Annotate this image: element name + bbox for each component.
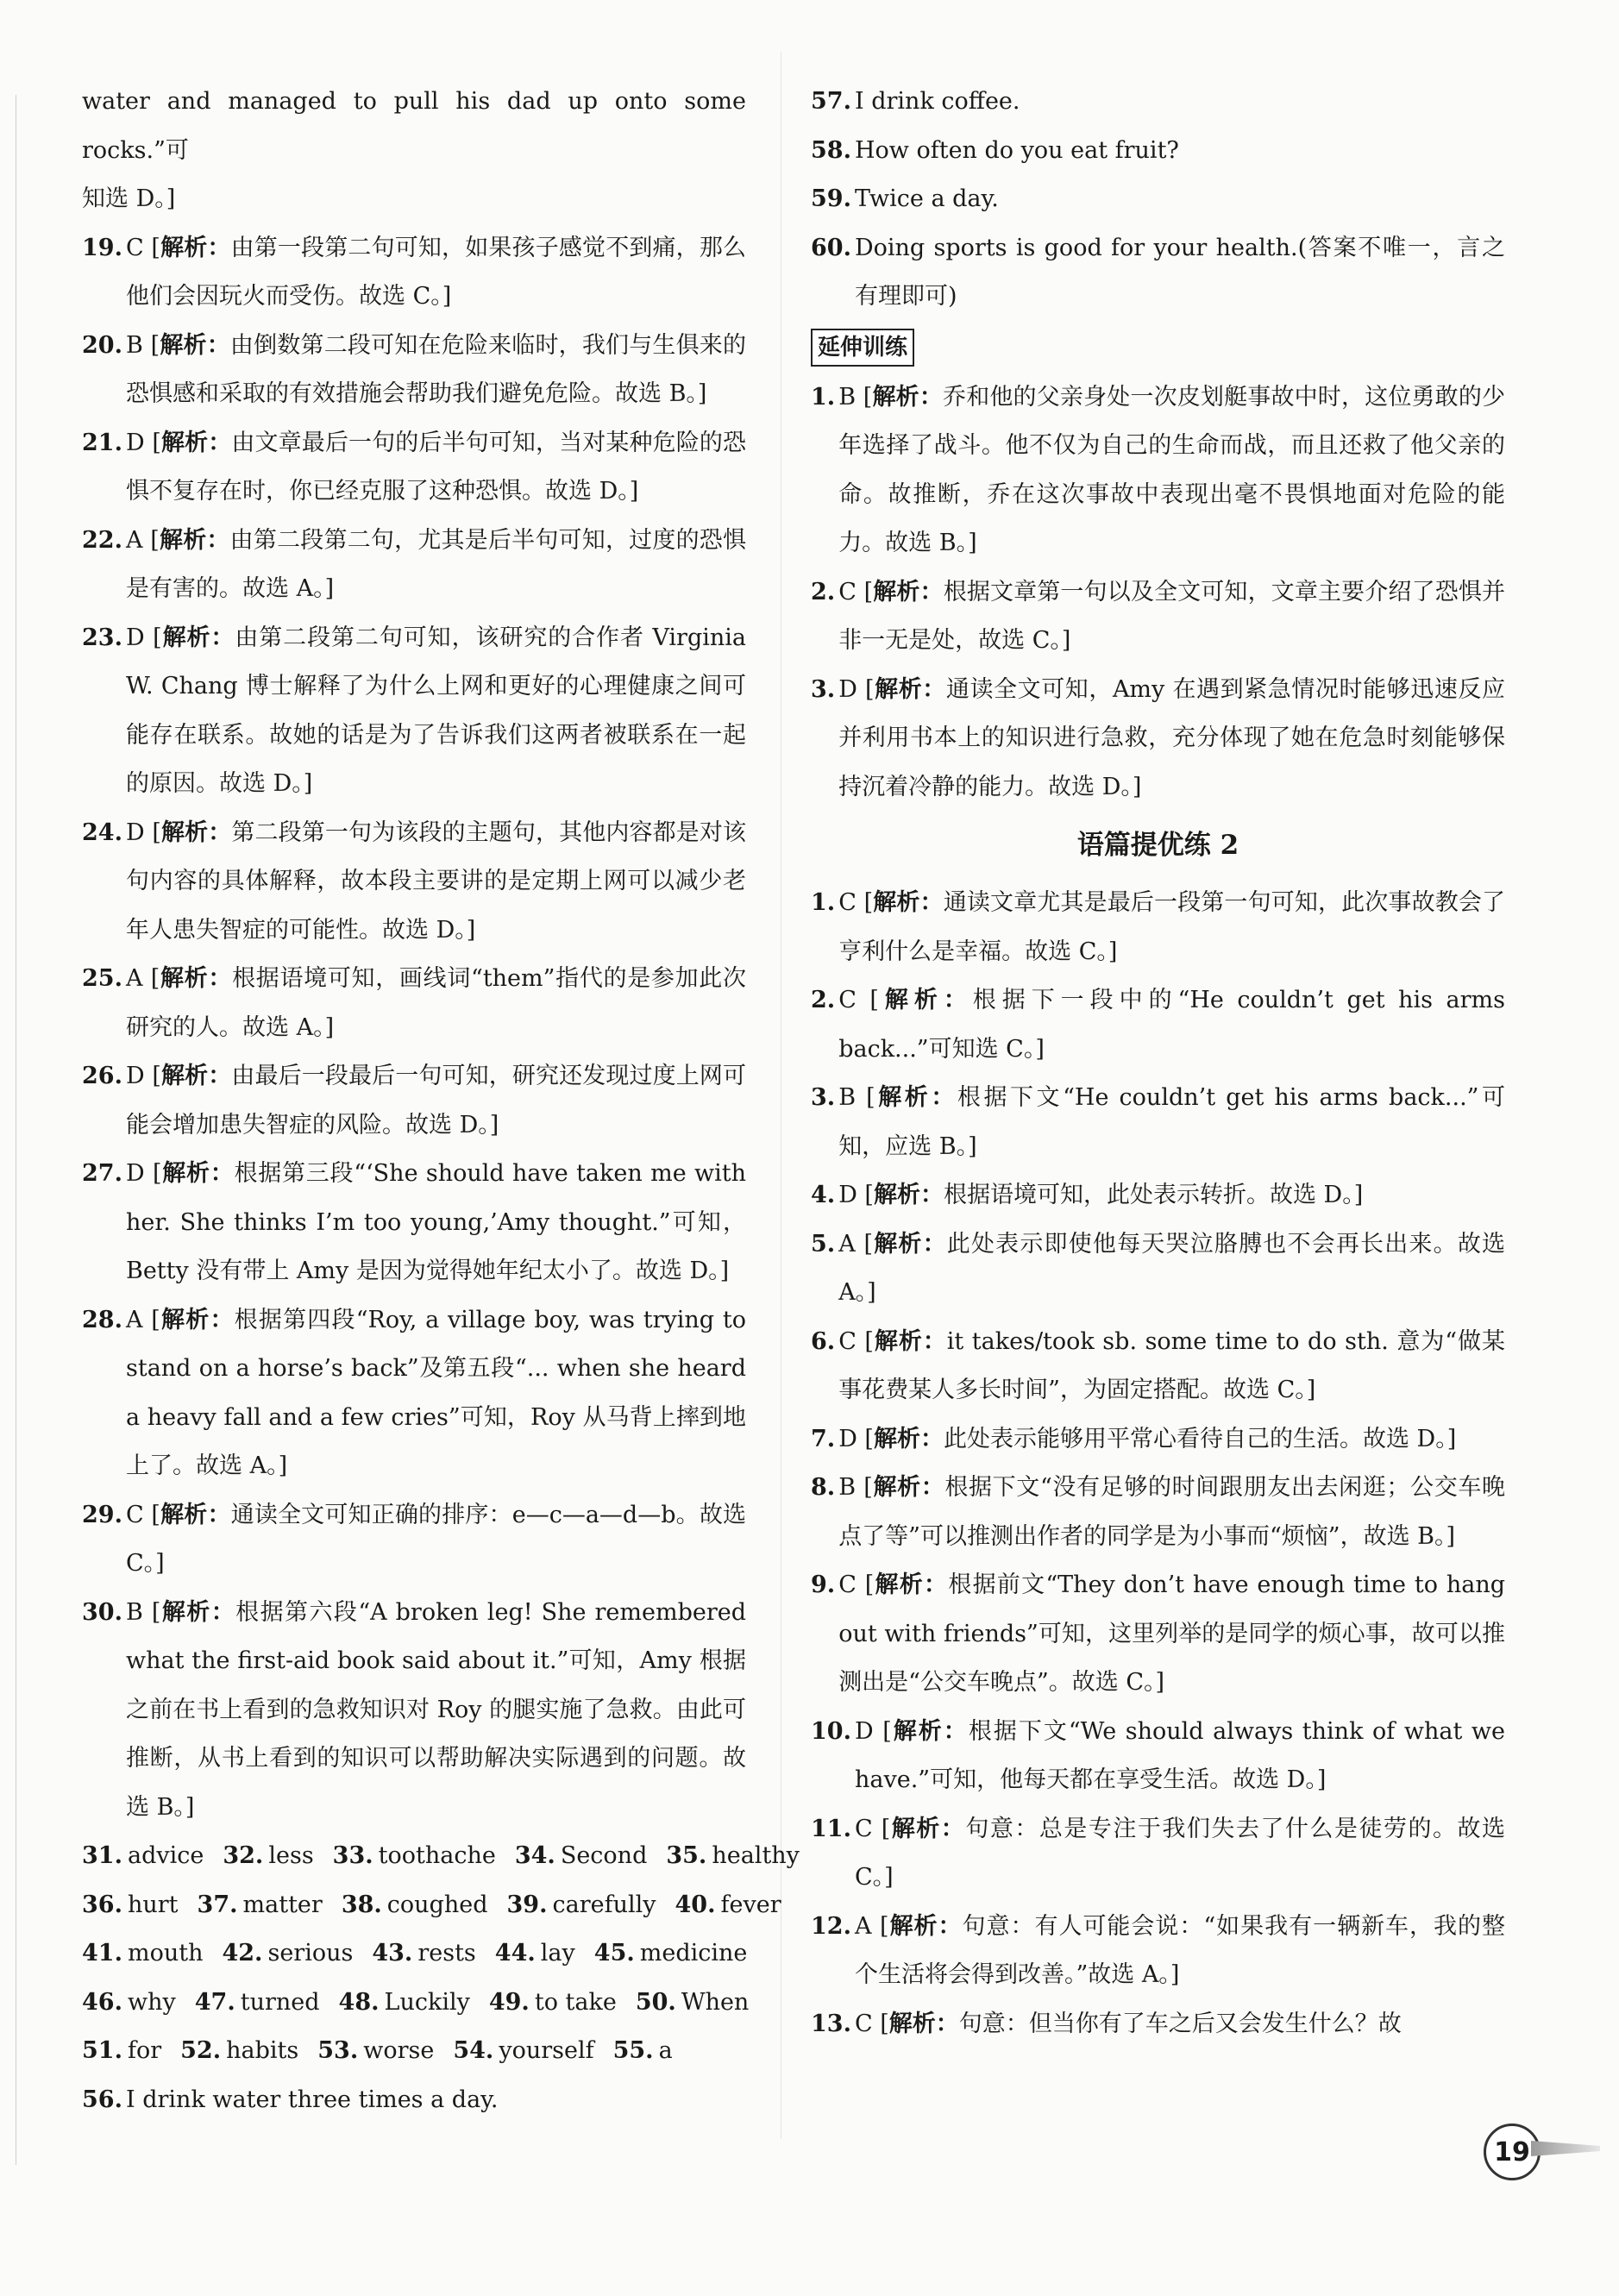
answer-word: a: [658, 2037, 673, 2064]
word-answer-row: [82, 2027, 746, 2076]
answer-choice: A: [838, 1230, 856, 1258]
word-answer: [594, 1929, 748, 1979]
answer-number: 11.: [811, 1815, 851, 1842]
analysis-label: 解析：: [160, 819, 232, 846]
word-answer: [675, 1881, 781, 1930]
answer-number: 28.: [82, 1306, 122, 1333]
answer-choice: C: [125, 1501, 144, 1528]
analysis-label: 解析：: [888, 1912, 963, 1940]
answer-text: C [解析：句意：总是专注于我们失去了什么是徒劳的。故选 C。]: [854, 1815, 1506, 1891]
answer-text: B [解析：根据第六段“A broken leg! She remembered what the first-aid book said about it.”可知，Amy 根据之前在书上看到的急救知识对 Roy 的腿实施了急救。由此可推断，从书上看到的知识可以帮助解决实际遇到的问题。故选 B。]: [125, 1598, 746, 1821]
answer-text: D [解析：由最后一段最后一句可知，研究还发现过度上网可能会增加患失智症的风险。故选 D。]: [125, 1063, 747, 1139]
answer-number: 31.: [82, 1842, 122, 1869]
answer-item: [811, 666, 1505, 812]
answer-word: turned: [240, 1988, 320, 2016]
analysis-text: 此处表示即使他每天哭泣胳膊也不会再长出来。故选 A。]: [838, 1230, 1506, 1306]
answer-item: [811, 1805, 1505, 1903]
answer-number: 30.: [82, 1598, 122, 1626]
answer-item: [811, 1561, 1505, 1708]
answer-number: 7.: [811, 1425, 836, 1452]
answer-choice: D: [125, 1063, 145, 1089]
answer-number: 44.: [494, 1940, 536, 1967]
word-answer-row: [82, 1929, 746, 1979]
answer-number: 38.: [341, 1891, 382, 1918]
answer-number: 49.: [488, 1988, 530, 2016]
answer-choice: A: [125, 1306, 143, 1333]
answer-number: 42.: [222, 1940, 263, 1967]
analysis-text: 根据下文“没有足够的时间跟朋友出去闲逛；公交车晚点了等”可以推测出作者的同学是为小事而“烦恼”，故选 B。]: [838, 1474, 1505, 1550]
section-title: 语篇提优练 2: [1076, 830, 1239, 861]
word-answer: [180, 2027, 298, 2076]
answer-text: B [解析：由倒数第二段可知在危险来临时，我们与生俱来的恐惧感和采取的有效措施会帮助我们避免危险。故选 B。]: [125, 331, 746, 407]
word-answer-row: [82, 1881, 781, 1930]
word-answer: [453, 2027, 593, 2076]
analysis-label: 解析：: [160, 234, 231, 261]
answer-word: less: [268, 1842, 314, 1869]
answer-word: medicine: [639, 1940, 748, 1967]
answer-number: 25.: [82, 965, 122, 992]
analysis-label: 解析：: [160, 429, 232, 456]
sentence-answer: [811, 127, 1505, 176]
answer-number: 47.: [194, 1988, 235, 2016]
analysis-text: 句意：总是专注于我们失去了什么是徒劳的。故选 C。]: [854, 1815, 1506, 1891]
answer-choice: C: [838, 578, 857, 605]
answer-choice: C: [838, 1571, 857, 1598]
word-answer: [223, 1832, 313, 1881]
answer-word: mouth: [127, 1940, 204, 1967]
answer-text: D [解析：通读全文可知，Amy 在遇到紧急情况时能够迅速反应并利用书本上的知识进行急救，充分体现了她在危急时刻能够保持沉着冷静的能力。故选 D。]: [838, 675, 1506, 800]
analysis-label: 解析：: [873, 1182, 944, 1208]
analysis-label: 解析：: [160, 965, 233, 992]
answer-choice: B: [838, 383, 857, 411]
answer-item: [82, 1296, 746, 1491]
analysis-text: 根据第三段“‘She should have taken me with her. She thinks I’m too young,’Amy thought.”可知，Betty 没有带上 Amy 是因为觉得她年纪太小了。故选 D。]: [125, 1160, 746, 1284]
answer-text: C [解析：根据下一段中的“He couldn’t get his arms back...”可知选 C。]: [838, 987, 1505, 1063]
analysis-label: 解析：: [888, 2010, 959, 2037]
extension-label: 延伸训练: [811, 329, 914, 367]
answer-number: 24.: [82, 819, 122, 846]
answer-text: C [解析：根据文章第一句以及全文可知，文章主要介绍了恐惧并非一无是处，故选 C。]: [838, 578, 1506, 654]
answer-number: 1.: [811, 383, 836, 411]
answer-text: Doing sports is good for your health.(答案不唯一，言之有理即可): [854, 234, 1505, 310]
page-number: 19: [1484, 2123, 1541, 2180]
answer-item: [811, 2000, 1505, 2049]
answer-text: I drink coffee.: [854, 88, 1020, 115]
answer-number: 23.: [82, 624, 122, 651]
analysis-text: 第二段第一句为该段的主题句，其他内容都是对该句内容的具体解释，故本段主要讲的是定期上网可以减少老年人患失智症的可能性。故选 D。]: [125, 819, 747, 944]
word-answer-row: [82, 1832, 800, 1881]
answer-item: [811, 1415, 1505, 1465]
answer-item: [82, 1150, 746, 1296]
answer-number: 55.: [612, 2037, 654, 2064]
answer-word: worse: [363, 2037, 435, 2064]
answer-word: When: [681, 1988, 750, 2016]
answer-choice: C: [838, 987, 857, 1013]
answer-choice: C: [838, 889, 857, 916]
answer-text: B [解析：根据下文“没有足够的时间跟朋友出去闲逛；公交车晚点了等”可以推测出作者的同学是为小事而“烦恼”，故选 B。]: [838, 1474, 1505, 1550]
answer-text: D [解析：由第二段第二句可知，该研究的合作者 Virginia W. Chang 博士解释了为什么上网和更好的心理健康之间可能存在联系。故她的话是为了告诉我们这两者被联系在一起的原因。故选 D。]: [125, 624, 746, 797]
word-answer: [507, 1881, 656, 1930]
word-answer: [82, 2027, 161, 2076]
answer-number: 34.: [514, 1842, 555, 1869]
answer-number: 43.: [372, 1940, 413, 1967]
answer-choice: D: [854, 1717, 874, 1745]
answer-choice: C: [125, 234, 144, 261]
answer-item: [811, 879, 1505, 976]
answer-item: [811, 1074, 1505, 1171]
analysis-label: 解析：: [873, 889, 944, 916]
word-answer-grid: [82, 1832, 800, 2076]
answer-choice: D: [125, 1160, 145, 1187]
extension-list: [811, 373, 1505, 812]
analysis-label: 解析：: [873, 578, 944, 605]
answer-number: 46.: [82, 1988, 122, 2016]
answer-number: 9.: [811, 1571, 836, 1598]
answer-number: 20.: [82, 331, 122, 359]
word-answer: [82, 1929, 203, 1979]
analysis-text: 根据语境可知，画线词“them”指代的是参加此次研究的人。故选 A。]: [125, 965, 746, 1041]
word-answer: [495, 1929, 575, 1979]
analysis-text: 通读文章尤其是最后一段第一句可知，此次事故教会了亨利什么是幸福。故选 C。]: [838, 889, 1506, 965]
analysis-label: 解析：: [874, 675, 946, 703]
analysis-label: 解析：: [872, 1474, 945, 1501]
answer-number: 3.: [811, 675, 836, 703]
word-answer: [82, 1979, 176, 2028]
answer-word: Second: [560, 1842, 648, 1869]
sentence-answer: [811, 175, 1505, 224]
answer-text: B [解析：乔和他的父亲身处一次皮划艇事故中时，这位勇敢的少年选择了战斗。他不仅为自己的生命而战，而且还救了他父亲的命。故推断，乔在这次事故中表现出毫不畏惧地面对危险的能力。故选 B。]: [838, 383, 1506, 556]
answer-choice: A: [854, 1912, 872, 1940]
answer-number: 2.: [811, 578, 836, 605]
answer-item: [811, 1220, 1505, 1318]
answer-number: 13.: [811, 2010, 851, 2037]
answer-item: [82, 614, 746, 809]
answer-word: coughed: [386, 1891, 488, 1918]
analysis-text: 由文章最后一句的后半句可知，当对某种危险的恐惧不复存在时，你已经克服了这种恐惧。故选 D。]: [125, 429, 747, 505]
analysis-text: 根据前文“They don’t have enough time to hang out with friends”可知，这里列举的是同学的烦心事，故可以推测出是“公交车晚点”。故选 C。]: [838, 1571, 1505, 1696]
answer-number: 59.: [811, 185, 851, 212]
analysis-label: 解析：: [160, 1501, 231, 1528]
answer-text: C [解析：句意：但当你有了车之后又会发生什么？故: [854, 2010, 1402, 2037]
analysis-text: 句意：但当你有了车之后又会发生什么？故: [958, 2010, 1402, 2037]
analysis-text: 此处表示能够用平常心看待自己的生活。故选 D。]: [943, 1425, 1457, 1452]
answer-number: 22.: [82, 526, 122, 554]
analysis-label: 解析：: [891, 1717, 969, 1745]
analysis-text: 由第二段第二句可知，该研究的合作者 Virginia W. Chang 博士解释了为什么上网和更好的心理健康之间可能存在联系。故她的话是为了告诉我们这两者被联系在一起的原因。故选 D。]: [125, 624, 746, 797]
answer-number: 36.: [82, 1891, 122, 1918]
answer-number: 8.: [811, 1474, 836, 1501]
answer-number: 41.: [82, 1940, 122, 1967]
answer-number: 19.: [82, 234, 122, 261]
word-answer: [317, 2027, 434, 2076]
analysis-text: 由最后一段最后一句可知，研究还发现过度上网可能会增加患失智症的风险。故选 D。]: [125, 1063, 747, 1139]
answer-text: C [解析：it takes/took sb. some time to do sth. 意为“做某事花费某人多长时间”，为固定搭配。故选 C。]: [838, 1327, 1505, 1403]
answer-item: [811, 1171, 1505, 1220]
practice-list: [811, 879, 1505, 2048]
answer-word: healthy: [712, 1842, 800, 1869]
answer-number: 39.: [506, 1891, 548, 1918]
sentence-answers: [811, 78, 1505, 322]
answer-number: 21.: [82, 429, 122, 456]
answer-word: matter: [242, 1891, 323, 1918]
answer-word: rests: [417, 1940, 476, 1967]
analysis-label: 解析：: [873, 1230, 947, 1258]
analysis-text: 由第一段第二句可知，如果孩子感觉不到痛，那么他们会因玩火而受伤。故选 C。]: [125, 234, 747, 310]
answer-text: A [解析：此处表示即使他每天哭泣胳膊也不会再长出来。故选 A。]: [838, 1230, 1506, 1306]
answer-number: 35.: [666, 1842, 707, 1869]
word-answer: [333, 1832, 496, 1881]
answer-item: [811, 976, 1505, 1074]
answer-choice: B: [838, 1474, 857, 1501]
analysis-label: 解析：: [873, 1425, 944, 1452]
answer-item: [811, 568, 1505, 666]
analysis-text: 句意：有人可能会说：“如果我有一辆新车，我的整个生活将会得到改善。”故选 A。]: [854, 1912, 1505, 1988]
continuation-line: water and managed to pull his dad up onto some rocks.”可: [82, 88, 746, 164]
answer-number: 48.: [338, 1988, 380, 2016]
left-column: [82, 78, 800, 2124]
answer-word: fever: [720, 1891, 781, 1918]
answer-text: D [解析：根据语境可知，此处表示转折。故选 D。]: [838, 1182, 1364, 1208]
answer-choice: C: [854, 2010, 873, 2037]
analysis-text: 乔和他的父亲身处一次皮划艇事故中时，这位勇敢的少年选择了战斗。他不仅为自己的生命而战，而且还救了他父亲的命。故推断，乔在这次事故中表现出毫不畏惧地面对危险的能力。故选 B。]: [838, 383, 1506, 556]
analysis-label: 解析：: [160, 1598, 236, 1626]
answer-number: 5.: [811, 1230, 836, 1258]
answer-number: 57.: [811, 88, 851, 115]
word-answer: [198, 1881, 323, 1930]
answer-number: 45.: [593, 1940, 635, 1967]
analysis-text: 通读全文可知，Amy 在遇到紧急情况时能够迅速反应并利用书本上的知识进行急救，充分体现了她在危急时刻能够保持沉着冷静的能力。故选 D。]: [838, 675, 1506, 800]
word-answer: [613, 2027, 673, 2076]
answer-number: 6.: [811, 1327, 836, 1355]
answer-number: 60.: [811, 234, 851, 261]
answer-number: 52.: [180, 2037, 222, 2064]
analysis-label: 解析：: [890, 1815, 966, 1842]
answer-word: why: [127, 1988, 176, 2016]
answer-choice: B: [838, 1084, 857, 1111]
answer-number: 50.: [635, 1988, 676, 2016]
analysis-text: 根据下一段中的“He couldn’t get his arms back...”可知选 C。]: [838, 987, 1505, 1063]
answer-item: [82, 1589, 746, 1833]
answer-item: [82, 322, 746, 419]
answer-item: [82, 419, 746, 517]
answer-number: 40.: [675, 1891, 716, 1918]
analysis-text: 根据文章第一句以及全文可知，文章主要介绍了恐惧并非一无是处，故选 C。]: [838, 578, 1506, 654]
word-answer: [222, 1929, 353, 1979]
sentence-answer: [811, 78, 1505, 127]
word-answer: [195, 1979, 320, 2028]
answer-number: 54.: [453, 2037, 494, 2064]
analysis-text: 根据下文“He couldn’t get his arms back...”可知，应选 B。]: [838, 1084, 1506, 1160]
analysis-label: 解析：: [873, 1327, 947, 1355]
analysis-label: 解析：: [878, 987, 973, 1013]
analysis-text: 由第二段第二句，尤其是后半句可知，过度的恐惧是有害的。故选 A。]: [125, 526, 747, 602]
answer-item: [811, 373, 1505, 568]
word-answer-row: [82, 1979, 750, 2028]
answer-word: advice: [127, 1842, 204, 1869]
word-answer: [339, 1979, 470, 2028]
answer-number: 33.: [332, 1842, 373, 1869]
word-answer: [82, 1832, 204, 1881]
answer-number: 58.: [811, 136, 851, 164]
analysis-text: 通读全文可知正确的排序：e—c—a—d—b。故选 C。]: [125, 1501, 747, 1577]
answer-text: A [解析：根据语境可知，画线词“them”指代的是参加此次研究的人。故选 A。]: [125, 965, 746, 1041]
answer-item: [82, 809, 746, 956]
analysis-text: it takes/took sb. some time to do sth. 意为“做某事花费某人多长时间”，为固定搭配。故选 C。]: [838, 1327, 1505, 1403]
answer-text: C [解析：由第一段第二句可知，如果孩子感觉不到痛，那么他们会因玩火而受伤。故选 C。]: [125, 234, 747, 310]
right-column: [811, 78, 1505, 2048]
analysis-label: 解析：: [872, 383, 944, 411]
answer-word: serious: [267, 1940, 354, 1967]
word-answer: [636, 1979, 750, 2028]
answer-choice: C: [854, 1815, 873, 1842]
answer-number: 10.: [811, 1717, 851, 1745]
answer-text: D [解析：根据第三段“‘She should have taken me with her. She thinks I’m too young,’Amy thought.”可知，Betty 没有带上 Amy 是因为觉得她年纪太小了。故选 D。]: [125, 1160, 746, 1284]
answer-word: Luckily: [384, 1988, 470, 2016]
answer-text: D [解析：第二段第一句为该段的主题句，其他内容都是对该句内容的具体解释，故本段主要讲的是定期上网可以减少老年人患失智症的可能性。故选 D。]: [125, 819, 747, 944]
answer-word: to take: [534, 1988, 617, 2016]
answer-item: [811, 1708, 1505, 1805]
analysis-label: 解析：: [161, 1160, 235, 1187]
answer-item: [82, 1052, 746, 1150]
answer-number: 29.: [82, 1501, 122, 1528]
answer-number: 27.: [82, 1160, 122, 1187]
answer-text: B [解析：根据下文“He couldn’t get his arms back...”可知，应选 B。]: [838, 1084, 1506, 1160]
answer-item: [811, 1464, 1505, 1561]
answer-text: A [解析：根据第四段“Roy, a village boy, was trying to stand on a horse’s back”及第五段“... when she heard a heavy fall and a few cries”可知，Roy 从马背上摔到地上了。故选 A。]: [125, 1306, 746, 1479]
analysis-label: 解析：: [874, 1571, 949, 1598]
analysis-text: 根据语境可知，此处表示转折。故选 D。]: [943, 1182, 1364, 1208]
word-answer: [666, 1832, 800, 1881]
answer-choice: B: [125, 331, 143, 359]
answer-text: C [解析：通读文章尤其是最后一段第一句可知，此次事故教会了亨利什么是幸福。故选 C。]: [838, 889, 1506, 965]
answer-number: 56.: [82, 2086, 122, 2113]
answer-choice: B: [125, 1598, 143, 1626]
answer-choice: A: [125, 965, 143, 992]
answer-word: habits: [226, 2037, 299, 2064]
word-answer: [82, 1881, 179, 1930]
answer-choice: D: [125, 429, 145, 456]
answer-word: toothache: [378, 1842, 496, 1869]
answer-text: D [解析：由文章最后一句的后半句可知，当对某种危险的恐惧不复存在时，你已经克服了这种恐惧。故选 D。]: [125, 429, 747, 505]
answer-number: 12.: [811, 1912, 851, 1940]
answer-item: [82, 1491, 746, 1589]
answer-item: [82, 224, 746, 322]
answer-text: D [解析：根据下文“We should always think of what we have.”可知，他每天都在享受生活。故选 D。]: [854, 1717, 1505, 1793]
analysis-label: 解析：: [159, 526, 230, 554]
answer-text: C [解析：根据前文“They don’t have enough time to hang out with friends”可知，这里列举的是同学的烦心事，故可以推测出是“公交车晚点”。故选 C。]: [838, 1571, 1505, 1696]
answer-text: I drink water three times a day.: [125, 2086, 499, 2113]
answer-number: 37.: [197, 1891, 238, 1918]
analysis-label: 解析：: [161, 624, 235, 651]
analysis-text: 根据第六段“A broken leg! She remembered what the first-aid book said about it.”可知，Amy 根据之前在书上看到的急救知识对 Roy 的腿实施了急救。由此可推断，从书上看到的知识可以帮助解决实际遇到的问题。故选 B。]: [125, 1598, 746, 1821]
analysis-text: 由倒数第二段可知在危险来临时，我们与生俱来的恐惧感和采取的有效措施会帮助我们避免危险。故选 B。]: [125, 331, 746, 407]
page-tab-decoration: [1531, 2136, 1600, 2161]
analysis-label: 解析：: [160, 1063, 232, 1089]
continuation-block: [82, 78, 746, 224]
answer-choice: D: [125, 819, 145, 846]
answer-list: [82, 224, 746, 1833]
answer-number: 2.: [811, 987, 836, 1013]
answer-word: yourself: [499, 2037, 594, 2064]
answer-choice: D: [125, 624, 145, 651]
answer-text: How often do you eat fruit?: [854, 136, 1179, 164]
analysis-text: 根据第四段“Roy, a village boy, was trying to stand on a horse’s back”及第五段“... when she heard a heavy fall and a few cries”可知，Roy 从马背上摔到地上了。故选 A。]: [125, 1306, 746, 1479]
answer-number: 32.: [223, 1842, 264, 1869]
answer-choice: D: [838, 1425, 857, 1452]
analysis-label: 解析：: [160, 331, 230, 359]
answer-choice: C: [838, 1327, 857, 1355]
answer-text: A [解析：由第二段第二句，尤其是后半句可知，过度的恐惧是有害的。故选 A。]: [125, 526, 747, 602]
answer-item: [811, 1903, 1505, 2000]
answer-item: [811, 1318, 1505, 1415]
analysis-label: 解析：: [875, 1084, 957, 1111]
answer-number: 4.: [811, 1182, 836, 1208]
answer-word: lay: [540, 1940, 575, 1967]
answer-number: 53.: [317, 2037, 359, 2064]
word-answer: [372, 1929, 475, 1979]
answer-text: Twice a day.: [854, 185, 999, 212]
answer-number: 26.: [82, 1063, 122, 1089]
sentence-answer: [811, 224, 1505, 322]
word-answer: [515, 1832, 648, 1881]
answer-choice: D: [838, 1182, 857, 1208]
answer-number: 3.: [811, 1084, 836, 1111]
analysis-label: 解析：: [160, 1306, 235, 1333]
answer-number: 51.: [82, 2037, 122, 2064]
sentence-answer: [82, 2076, 746, 2125]
answer-choice: A: [125, 526, 143, 554]
answer-word: hurt: [127, 1891, 179, 1918]
answer-text: C [解析：通读全文可知正确的排序：e—c—a—d—b。故选 C。]: [125, 1501, 747, 1577]
answer-item: [82, 517, 746, 614]
word-answer: [489, 1979, 617, 2028]
answer-text: D [解析：此处表示能够用平常心看待自己的生活。故选 D。]: [838, 1425, 1457, 1452]
analysis-text: 根据下文“We should always think of what we have.”可知，他每天都在享受生活。故选 D。]: [854, 1717, 1505, 1793]
answer-number: 1.: [811, 889, 836, 916]
answer-word: for: [127, 2037, 162, 2064]
answer-word: carefully: [552, 1891, 656, 1918]
answer-text: A [解析：句意：有人可能会说：“如果我有一辆新车，我的整个生活将会得到改善。”故选 A。]: [854, 1912, 1505, 1988]
continuation-line: 知选 D。]: [82, 185, 176, 212]
answer-choice: D: [838, 675, 857, 703]
answer-item: [82, 955, 746, 1052]
word-answer: [342, 1881, 488, 1930]
